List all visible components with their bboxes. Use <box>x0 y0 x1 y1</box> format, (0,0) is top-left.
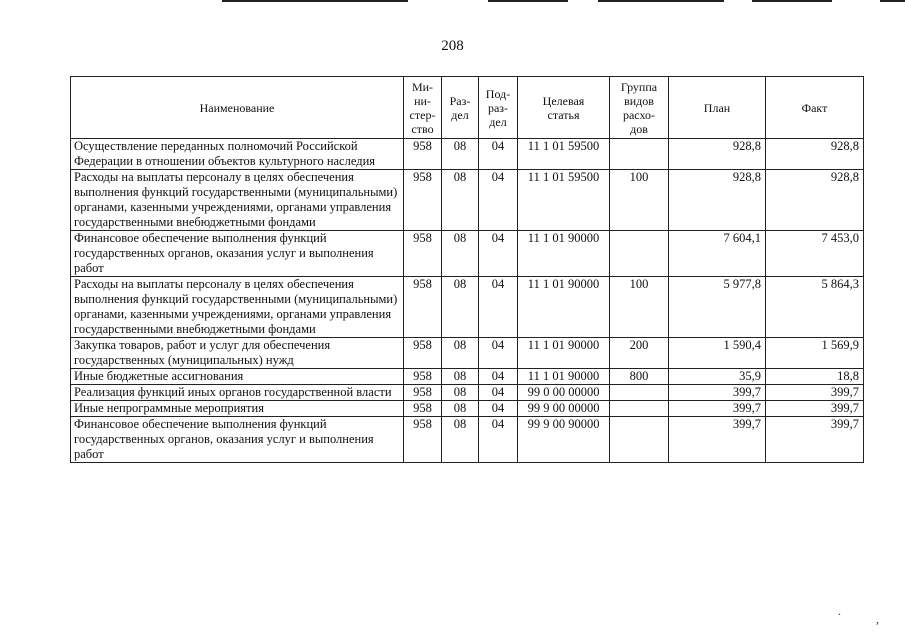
cell-group <box>610 401 669 417</box>
cell-plan: 399,7 <box>669 385 766 401</box>
cell-ministry: 958 <box>404 170 442 231</box>
cell-fact: 928,8 <box>766 170 864 231</box>
cell-target: 11 1 01 90000 <box>518 338 610 369</box>
cell-plan: 928,8 <box>669 170 766 231</box>
cell-ministry: 958 <box>404 139 442 170</box>
cell-group: 200 <box>610 338 669 369</box>
cell-target: 11 1 01 59500 <box>518 139 610 170</box>
cell-subsection: 04 <box>479 385 518 401</box>
cell-ministry: 958 <box>404 385 442 401</box>
cell-subsection: 04 <box>479 139 518 170</box>
cell-group: 100 <box>610 277 669 338</box>
cell-section: 08 <box>442 338 479 369</box>
cell-target: 99 0 00 00000 <box>518 385 610 401</box>
scan-edge-line <box>598 0 724 2</box>
cell-target: 99 9 00 00000 <box>518 401 610 417</box>
cell-target: 11 1 01 59500 <box>518 170 610 231</box>
cell-section: 08 <box>442 385 479 401</box>
cell-section: 08 <box>442 369 479 385</box>
header-plan: План <box>669 77 766 139</box>
cell-subsection: 04 <box>479 338 518 369</box>
header-group: Группа видов расхо- дов <box>610 77 669 139</box>
table-row <box>71 417 864 463</box>
table-row <box>71 338 864 369</box>
cell-ministry: 958 <box>404 417 442 463</box>
cell-subsection: 04 <box>479 369 518 385</box>
cell-target: 11 1 01 90000 <box>518 277 610 338</box>
cell-target: 11 1 01 90000 <box>518 369 610 385</box>
cell-subsection: 04 <box>479 277 518 338</box>
cell-fact: 399,7 <box>766 417 864 463</box>
table-row <box>71 170 864 231</box>
table-row <box>71 139 864 170</box>
scan-speck: , <box>876 612 879 626</box>
scan-edge-line <box>488 0 568 2</box>
cell-plan: 35,9 <box>669 369 766 385</box>
cell-name: Осуществление переданных полномочий Российской Федерации в отношении объектов культурного наследия <box>71 139 404 170</box>
table-row <box>71 385 864 401</box>
cell-target: 11 1 01 90000 <box>518 231 610 277</box>
cell-ministry: 958 <box>404 277 442 338</box>
cell-plan: 399,7 <box>669 417 766 463</box>
cell-name: Финансовое обеспечение выполнения функций государственных органов, оказания услуг и выполнения работ <box>71 231 404 277</box>
header-name: Наименование <box>71 77 404 139</box>
table-row <box>71 401 864 417</box>
table-header-row <box>71 77 864 139</box>
cell-fact: 5 864,3 <box>766 277 864 338</box>
scan-edge-line <box>222 0 408 2</box>
cell-ministry: 958 <box>404 401 442 417</box>
cell-fact: 18,8 <box>766 369 864 385</box>
table-row <box>71 277 864 338</box>
cell-target: 99 9 00 90000 <box>518 417 610 463</box>
cell-ministry: 958 <box>404 369 442 385</box>
cell-group <box>610 139 669 170</box>
cell-plan: 399,7 <box>669 401 766 417</box>
cell-section: 08 <box>442 417 479 463</box>
cell-plan: 928,8 <box>669 139 766 170</box>
cell-fact: 1 569,9 <box>766 338 864 369</box>
cell-fact: 7 453,0 <box>766 231 864 277</box>
header-fact: Факт <box>766 77 864 139</box>
cell-name: Иные бюджетные ассигнования <box>71 369 404 385</box>
header-section: Раз- дел <box>442 77 479 139</box>
cell-name: Финансовое обеспечение выполнения функций государственных органов, оказания услуг и выполнения работ <box>71 417 404 463</box>
cell-group <box>610 231 669 277</box>
cell-subsection: 04 <box>479 401 518 417</box>
cell-plan: 1 590,4 <box>669 338 766 369</box>
cell-group <box>610 385 669 401</box>
cell-name: Расходы на выплаты персоналу в целях обеспечения выполнения функций государственными (муниципальными) органами, казенными учреждениями, органами управления государственными внебюджетными фондами <box>71 170 404 231</box>
table-row <box>71 369 864 385</box>
cell-name: Реализация функций иных органов государственной власти <box>71 385 404 401</box>
scan-edge-line <box>752 0 832 2</box>
cell-section: 08 <box>442 139 479 170</box>
budget-table <box>70 76 864 463</box>
table-row <box>71 231 864 277</box>
cell-name: Расходы на выплаты персоналу в целях обеспечения выполнения функций государственными (муниципальными) органами, казенными учреждениями, органами управления государственными внебюджетными фондами <box>71 277 404 338</box>
cell-plan: 7 604,1 <box>669 231 766 277</box>
cell-section: 08 <box>442 277 479 338</box>
page-number: 208 <box>441 38 464 54</box>
cell-subsection: 04 <box>479 170 518 231</box>
header-target: Целевая статья <box>518 77 610 139</box>
cell-name: Закупка товаров, работ и услуг для обеспечения государственных (муниципальных) нужд <box>71 338 404 369</box>
cell-subsection: 04 <box>479 417 518 463</box>
cell-group <box>610 417 669 463</box>
cell-subsection: 04 <box>479 231 518 277</box>
scan-edge-line <box>880 0 905 2</box>
cell-fact: 928,8 <box>766 139 864 170</box>
cell-name: Иные непрограммные мероприятия <box>71 401 404 417</box>
cell-section: 08 <box>442 401 479 417</box>
scan-speck: . <box>838 604 841 618</box>
header-ministry: Ми- ни- стер- ство <box>404 77 442 139</box>
header-subsection: Под- раз- дел <box>479 77 518 139</box>
cell-plan: 5 977,8 <box>669 277 766 338</box>
cell-fact: 399,7 <box>766 401 864 417</box>
cell-ministry: 958 <box>404 338 442 369</box>
cell-fact: 399,7 <box>766 385 864 401</box>
cell-ministry: 958 <box>404 231 442 277</box>
cell-section: 08 <box>442 170 479 231</box>
cell-group: 800 <box>610 369 669 385</box>
cell-section: 08 <box>442 231 479 277</box>
cell-group: 100 <box>610 170 669 231</box>
